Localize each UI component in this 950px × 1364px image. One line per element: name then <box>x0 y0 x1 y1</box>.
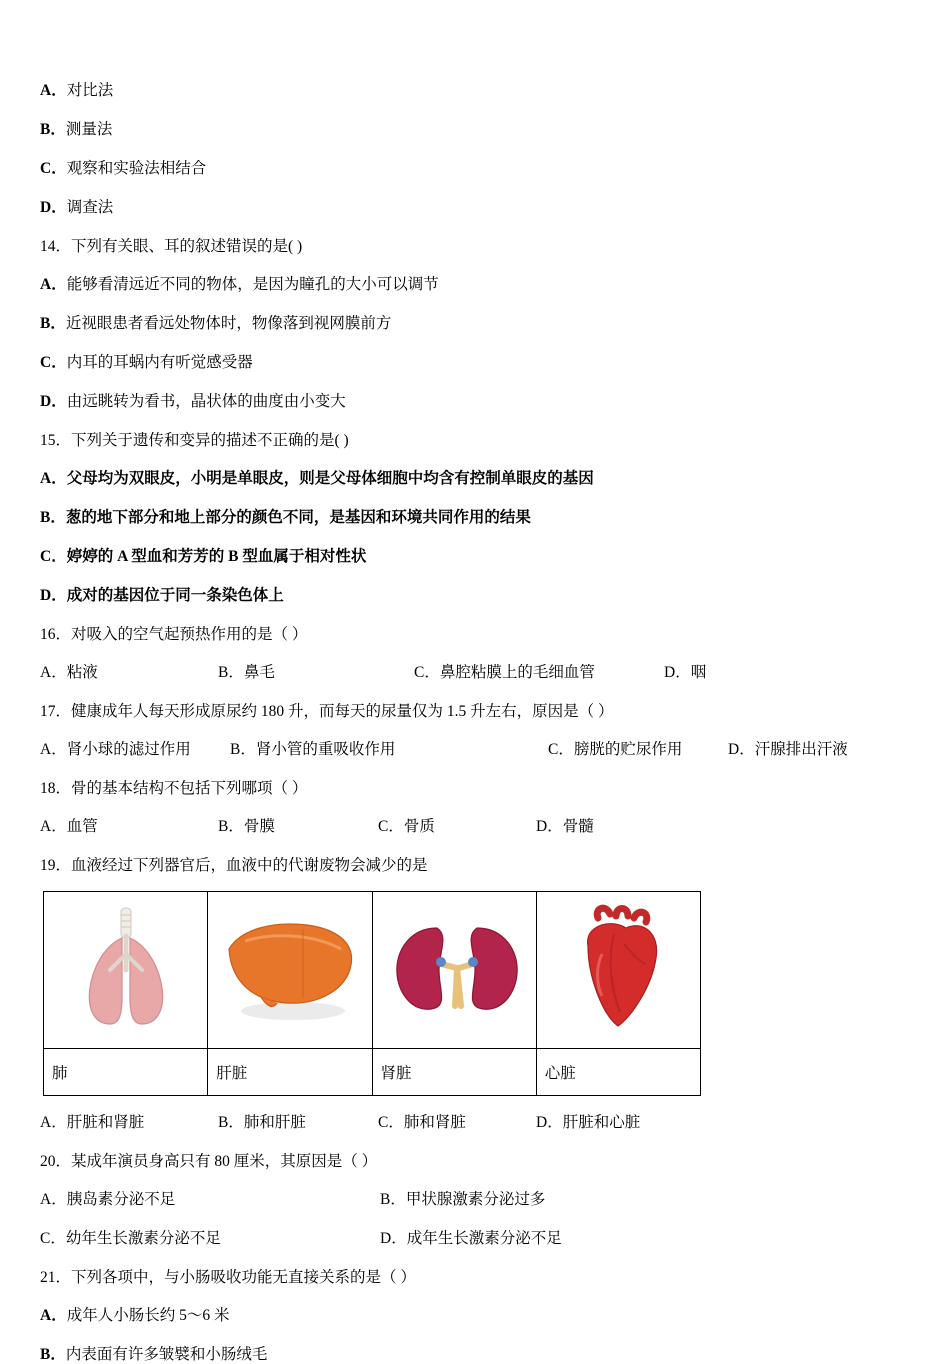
option-text: 肺和肝脏 <box>243 1114 306 1131</box>
option-text: 父母均为双眼皮，小明是单眼皮，则是父母体细胞中均含有控制单眼皮的基因 <box>66 470 594 487</box>
option-label: D． <box>536 1114 563 1131</box>
option-text: 成对的基因位于同一条染色体上 <box>66 587 284 604</box>
table-row-labels <box>44 1049 701 1096</box>
organ-label-liver: 肝脏 <box>208 1049 372 1096</box>
option-row-18 <box>40 814 898 836</box>
option-item[interactable] <box>40 350 898 372</box>
option-label: C． <box>40 354 67 371</box>
option-item[interactable] <box>536 1110 640 1132</box>
option-row-19 <box>40 1110 898 1132</box>
option-label: A． <box>40 1114 67 1131</box>
option-label: D． <box>380 1230 407 1247</box>
table-cell-kidneys <box>372 892 536 1049</box>
option-text: 能够看清远近不同的物体，是因为瞳孔的大小可以调节 <box>66 276 439 293</box>
option-text: 幼年生长激素分泌不足 <box>65 1230 221 1247</box>
question-stem-19: 19．血液经过下列器官后，血液中的代谢废物会减少的是 <box>40 857 428 874</box>
option-item[interactable] <box>548 737 728 759</box>
option-label: B． <box>40 315 66 332</box>
option-label: B． <box>218 664 244 681</box>
option-text: 粘液 <box>66 664 98 681</box>
table-row-images <box>44 892 701 1049</box>
organ-label-kidneys: 肾脏 <box>372 1049 536 1096</box>
option-label: C． <box>378 1114 404 1131</box>
option-label: A． <box>40 818 67 835</box>
option-item[interactable] <box>40 1110 218 1132</box>
option-item[interactable] <box>230 737 548 759</box>
option-text: 调查法 <box>66 199 114 216</box>
option-item[interactable] <box>40 1226 380 1248</box>
option-label: A． <box>40 470 67 487</box>
option-text: 骨膜 <box>243 818 275 835</box>
question-stem-17: 17．健康成年人每天形成原尿约 180 升，而每天的尿量仅为 1.5 升左右，原因是（ ） <box>40 703 614 720</box>
option-text: 成年人小肠长约 5～6 米 <box>66 1307 230 1324</box>
option-item[interactable] <box>380 1226 562 1248</box>
organ-label-lungs: 肺 <box>44 1049 208 1096</box>
option-item[interactable] <box>40 117 898 139</box>
option-text: 鼻腔粘膜上的毛细血管 <box>439 664 595 681</box>
option-label: B． <box>40 1346 66 1363</box>
option-item[interactable] <box>40 1342 898 1364</box>
option-text: 鼻毛 <box>243 664 275 681</box>
question-stem-16: 16．对吸入的空气起预热作用的是（ ） <box>40 626 308 643</box>
option-item[interactable] <box>40 583 898 605</box>
option-item[interactable] <box>414 660 664 682</box>
option-item[interactable] <box>380 1187 545 1209</box>
option-text: 汗腺排出汗液 <box>754 741 848 758</box>
question-stem-14: 14．下列有关眼、耳的叙述错误的是( ) <box>40 238 303 255</box>
option-text: 近视眼患者看远处物体时，物像落到视网膜前方 <box>65 315 392 332</box>
option-item[interactable] <box>40 78 898 100</box>
option-label: B． <box>230 741 256 758</box>
option-row-20a <box>40 1187 898 1209</box>
option-label: C． <box>40 160 67 177</box>
option-item[interactable] <box>378 1110 536 1132</box>
option-text: 由远眺转为看书，晶状体的曲度由小变大 <box>66 393 346 410</box>
option-label: C． <box>378 818 404 835</box>
option-item[interactable] <box>40 737 230 759</box>
option-text: 肝脏和肾脏 <box>66 1114 145 1131</box>
option-item[interactable] <box>218 660 414 682</box>
question-stem-21: 21．下列各项中，与小肠吸收功能无直接关系的是（ ） <box>40 1269 416 1286</box>
option-text: 肺和肾脏 <box>403 1114 466 1131</box>
question-stem-15: 15．下列关于遗传和变异的描述不正确的是( ) <box>40 432 349 449</box>
option-item[interactable] <box>40 389 898 411</box>
option-label: D． <box>40 199 67 216</box>
option-label: C． <box>40 548 67 565</box>
liver-image <box>215 905 365 1035</box>
option-item[interactable] <box>40 660 218 682</box>
option-row-16 <box>40 660 898 682</box>
option-text: 葱的地下部分和地上部分的颜色不同，是基因和环境共同作用的结果 <box>65 509 531 526</box>
option-label: C． <box>548 741 574 758</box>
table-cell-heart <box>536 892 700 1049</box>
option-label: B． <box>218 818 244 835</box>
option-item[interactable] <box>40 814 218 836</box>
option-text: 甲状腺激素分泌过多 <box>405 1191 546 1208</box>
option-text: 咽 <box>690 664 707 681</box>
option-text: 膀胱的贮尿作用 <box>573 741 683 758</box>
option-label: D． <box>728 741 755 758</box>
option-label: B． <box>218 1114 244 1131</box>
option-text: 血管 <box>66 818 98 835</box>
table-cell-liver <box>208 892 372 1049</box>
option-text: 婷婷的 A 型血和芳芳的 B 型血属于相对性状 <box>66 548 367 565</box>
option-item[interactable] <box>728 737 848 759</box>
option-row-20b <box>40 1226 898 1248</box>
option-text: 骨质 <box>403 818 435 835</box>
option-label: C． <box>414 664 440 681</box>
option-label: D． <box>40 393 67 410</box>
option-item[interactable] <box>40 272 898 294</box>
option-label: B． <box>380 1191 406 1208</box>
option-text: 胰岛素分泌不足 <box>66 1191 176 1208</box>
option-item[interactable] <box>40 544 898 566</box>
option-row-17 <box>40 737 898 759</box>
option-label: A． <box>40 276 67 293</box>
option-label: A． <box>40 741 67 758</box>
option-text: 肾小球的滤过作用 <box>66 741 191 758</box>
option-item[interactable] <box>536 814 594 836</box>
organ-label-heart: 心脏 <box>536 1049 700 1096</box>
question-stem-20: 20．某成年演员身高只有 80 厘米，其原因是（ ） <box>40 1153 378 1170</box>
option-item[interactable] <box>664 660 706 682</box>
option-item[interactable] <box>40 1303 898 1325</box>
option-label: A． <box>40 664 67 681</box>
table-cell-lungs <box>44 892 208 1049</box>
option-text: 肾小管的重吸收作用 <box>255 741 396 758</box>
option-item[interactable] <box>218 1110 378 1132</box>
option-text: 骨髓 <box>562 818 594 835</box>
option-label: D． <box>40 587 67 604</box>
option-text: 内耳的耳蜗内有听觉感受器 <box>66 354 253 371</box>
option-label: B． <box>40 509 66 526</box>
option-label: A． <box>40 82 67 99</box>
option-item[interactable] <box>40 505 898 527</box>
option-item[interactable] <box>40 1187 380 1209</box>
question-stem-18: 18．骨的基本结构不包括下列哪项（ ） <box>40 780 308 797</box>
option-label: D． <box>536 818 563 835</box>
option-item[interactable] <box>40 195 898 217</box>
option-text: 成年生长激素分泌不足 <box>406 1230 562 1247</box>
option-label: C． <box>40 1230 66 1247</box>
option-text: 测量法 <box>65 121 113 138</box>
option-item[interactable] <box>218 814 378 836</box>
option-label: B． <box>40 121 66 138</box>
option-text: 肝脏和心脏 <box>562 1114 641 1131</box>
option-label: D． <box>664 664 691 681</box>
kidneys-image <box>377 910 537 1030</box>
option-item[interactable] <box>378 814 536 836</box>
option-label: A． <box>40 1307 67 1324</box>
option-label: A． <box>40 1191 67 1208</box>
option-text: 观察和实验法相结合 <box>66 160 207 177</box>
option-item[interactable] <box>40 466 898 488</box>
option-text: 内表面有许多皱襞和小肠绒毛 <box>65 1346 268 1363</box>
option-item[interactable] <box>40 311 898 333</box>
organ-table <box>43 891 701 1096</box>
lungs-image <box>66 900 186 1040</box>
option-item[interactable] <box>40 156 898 178</box>
heart-image <box>558 900 678 1040</box>
option-text: 对比法 <box>66 82 114 99</box>
